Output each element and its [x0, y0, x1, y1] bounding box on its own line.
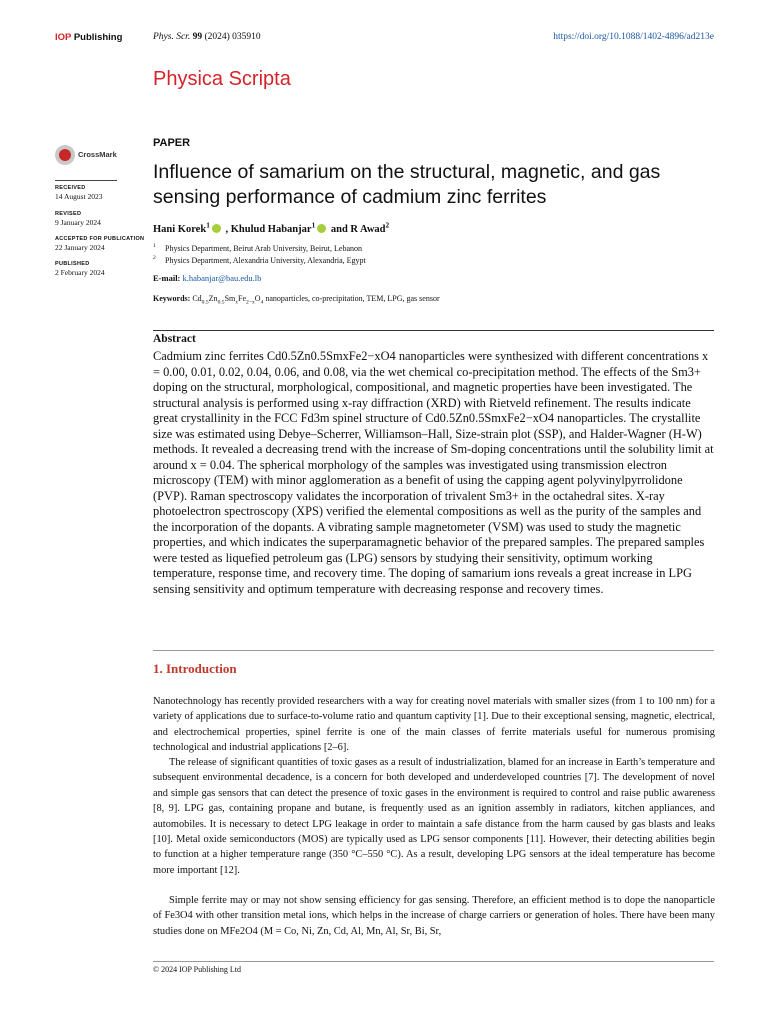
crossmark-badge[interactable]: CrossMark [55, 145, 119, 165]
author-list: Hani Korek$^1$ , Khulud Habanjar$^1$ and R Awad$^2$ [153, 220, 390, 235]
abstract-text: Cadmium zinc ferrites Cd0.5Zn0.5SmxFe2−xO4 nanoparticles were synthesized with different concentrations x = 0.00, 0.01, 0.02, 0.04, 0.06, and 0.08, via the wet chemical co-precipitation method. The effects of the Sm3+ doping on the structural, morphological, compositional, and magnetic properties have been investigated. The structural analysis is performed using x-ray diffraction (XRD) with Rietveld refinement. The results indicate great crystallinity in the FCC Fd3m spinel structure of Cd0.5Zn0.5SmxFe2−xO4 nanoparticles. The crystallite size was estimated using Debye–Scherrer, Williamson–Hall, Size-strain plot (SSP), and Halder-Wagner (H-W) methods. It revealed a decreasing trend with the increase of Sm-doping concentrations until the solubility limit at around x = 0.04. The spherical morphology of the samples was investigated using transmission electron microscopy (TEM) with minor agglomeration as a benefit of using the capping agent polyvinylpyrrolidone (PVP). Raman spectroscopy validates the incorporation of trivalent Sm3+ in the octahedral sites. X-ray photoelectron spectroscopy (XPS) verified the elemental compositions as well as the purity of the samples and the incorporation of the dopants. A vibrating sample magnetometer (VSM) was used to study the magnetic properties, and which indicates the superparamagnetic behavior of the prepared samples. The prepared samples were tested as liquefied petroleum gas (LPG) sensors by studying their sensitivity, optimum working temperature, response time, and recovery time. The doping of samarium ions reveals a great increase in LPG sensing sensitivity and optimum temperature with decreasing response and recovery times. [153, 349, 714, 596]
journal-name: Physica Scripta [153, 68, 291, 90]
orcid-icon[interactable] [317, 224, 326, 233]
author-name[interactable]: Hani Korek [153, 224, 207, 235]
affiliation: $^2$ Physics Department, Alexandria University, Alexandria, Egypt [153, 255, 366, 265]
published-date: 2 February 2024 [55, 268, 105, 277]
email-link[interactable]: k.habanjar@bau.edu.lb [182, 273, 262, 283]
abstract-end-divider [153, 650, 714, 651]
accepted-label: ACCEPTED FOR PUBLICATION [55, 236, 145, 242]
doi-link[interactable]: https://doi.org/10.1088/1402-4896/ad213e [553, 32, 714, 42]
intro-paragraph-3: Simple ferrite may or may not show sensing efficiency for gas sensing. Therefore, an efficient method is to dope the nanoparticle of Fe3O4 with other transition metal ions, which helps in the increase of charge carriers or generation of holes. There have been many studies done on MFe2O4 (M = Co, Ni, Zn, Cd, Al, Mn, Al, Sr, Bi, Sr, [153, 895, 715, 937]
received-date: 14 August 2023 [55, 192, 103, 201]
orcid-icon[interactable] [212, 224, 221, 233]
abstract-divider [153, 330, 714, 331]
intro-paragraph-2: The release of significant quantities of toxic gases as a result of industrialization, blamed for an increase in Earth’s temperature and subsequent environmental decadence, is a concern for both developed and underdeveloped countries [7]. The development of novel and simple gas sensors that can detect the presence of toxic gases in the environment is required to control and raise public awareness [8, 9]. LPG gas, containing propane and butane, is frequently used as an ignition assembly in radiators, kitchen appliances, and automobiles. It is necessary to detect LPG leakage in order to maintain a safe distance from the harm caused by gas blasts and leaks [10]. Metal oxide semiconductors (MOS) are typically used as LPG sensor components [11]. However, their detecting abilities begin to function at a higher temperature range (350 °C–550 °C). As a result, developing LPG sensors at the ideal temperature has become more important [12]. [153, 757, 715, 876]
revised-label: REVISED [55, 211, 82, 217]
email-line: E-mail: k.habanjar@bau.edu.lb [153, 273, 262, 283]
sidebar-divider [55, 180, 117, 181]
crossmark-icon [55, 145, 75, 165]
author-name[interactable]: Khulud Habanjar [230, 224, 312, 235]
accepted-date: 22 January 2024 [55, 243, 105, 252]
keywords-line: Keywords: $Cd_{0.5}Zn_{0.5}Sm_xFe_{2-x}O_4$ nanoparticles, co-precipitation, TEM, LPG, gas sensor [153, 294, 440, 306]
citation: Phys. Scr. 99 (2024) 035910 [153, 32, 261, 42]
paper-title: Influence of samarium on the structural, magnetic, and gas sensing performance of cadmium zinc ferrites [153, 161, 661, 208]
section-heading: 1. Introduction [153, 661, 237, 676]
received-label: RECEIVED [55, 185, 86, 191]
affiliation: $^1$ Physics Department, Beirut Arab University, Beirut, Lebanon [153, 243, 362, 253]
intro-paragraph-1: Nanotechnology has recently provided researchers with a way for creating novel materials with smaller sizes (from 1 to 100 nm) for a variety of applications due to surface-to-volume ratio and quantum captivity [1]. Due to their exceptional sensing, magnetic, electrical, and electrochemical properties, spinel ferrite is one of the main classes of ferrite materials useful for numerous promising technological and industrial applications [2–6]. [153, 696, 715, 754]
publisher-logo: IOP Publishing [55, 32, 123, 43]
footer-divider [153, 961, 714, 962]
revised-date: 9 January 2024 [55, 218, 101, 227]
copyright: © 2024 IOP Publishing Ltd [153, 965, 242, 974]
published-label: PUBLISHED [55, 261, 90, 267]
abstract-heading: Abstract [153, 333, 196, 345]
author-name[interactable]: R Awad [350, 224, 386, 235]
article-type: PAPER [153, 137, 191, 149]
